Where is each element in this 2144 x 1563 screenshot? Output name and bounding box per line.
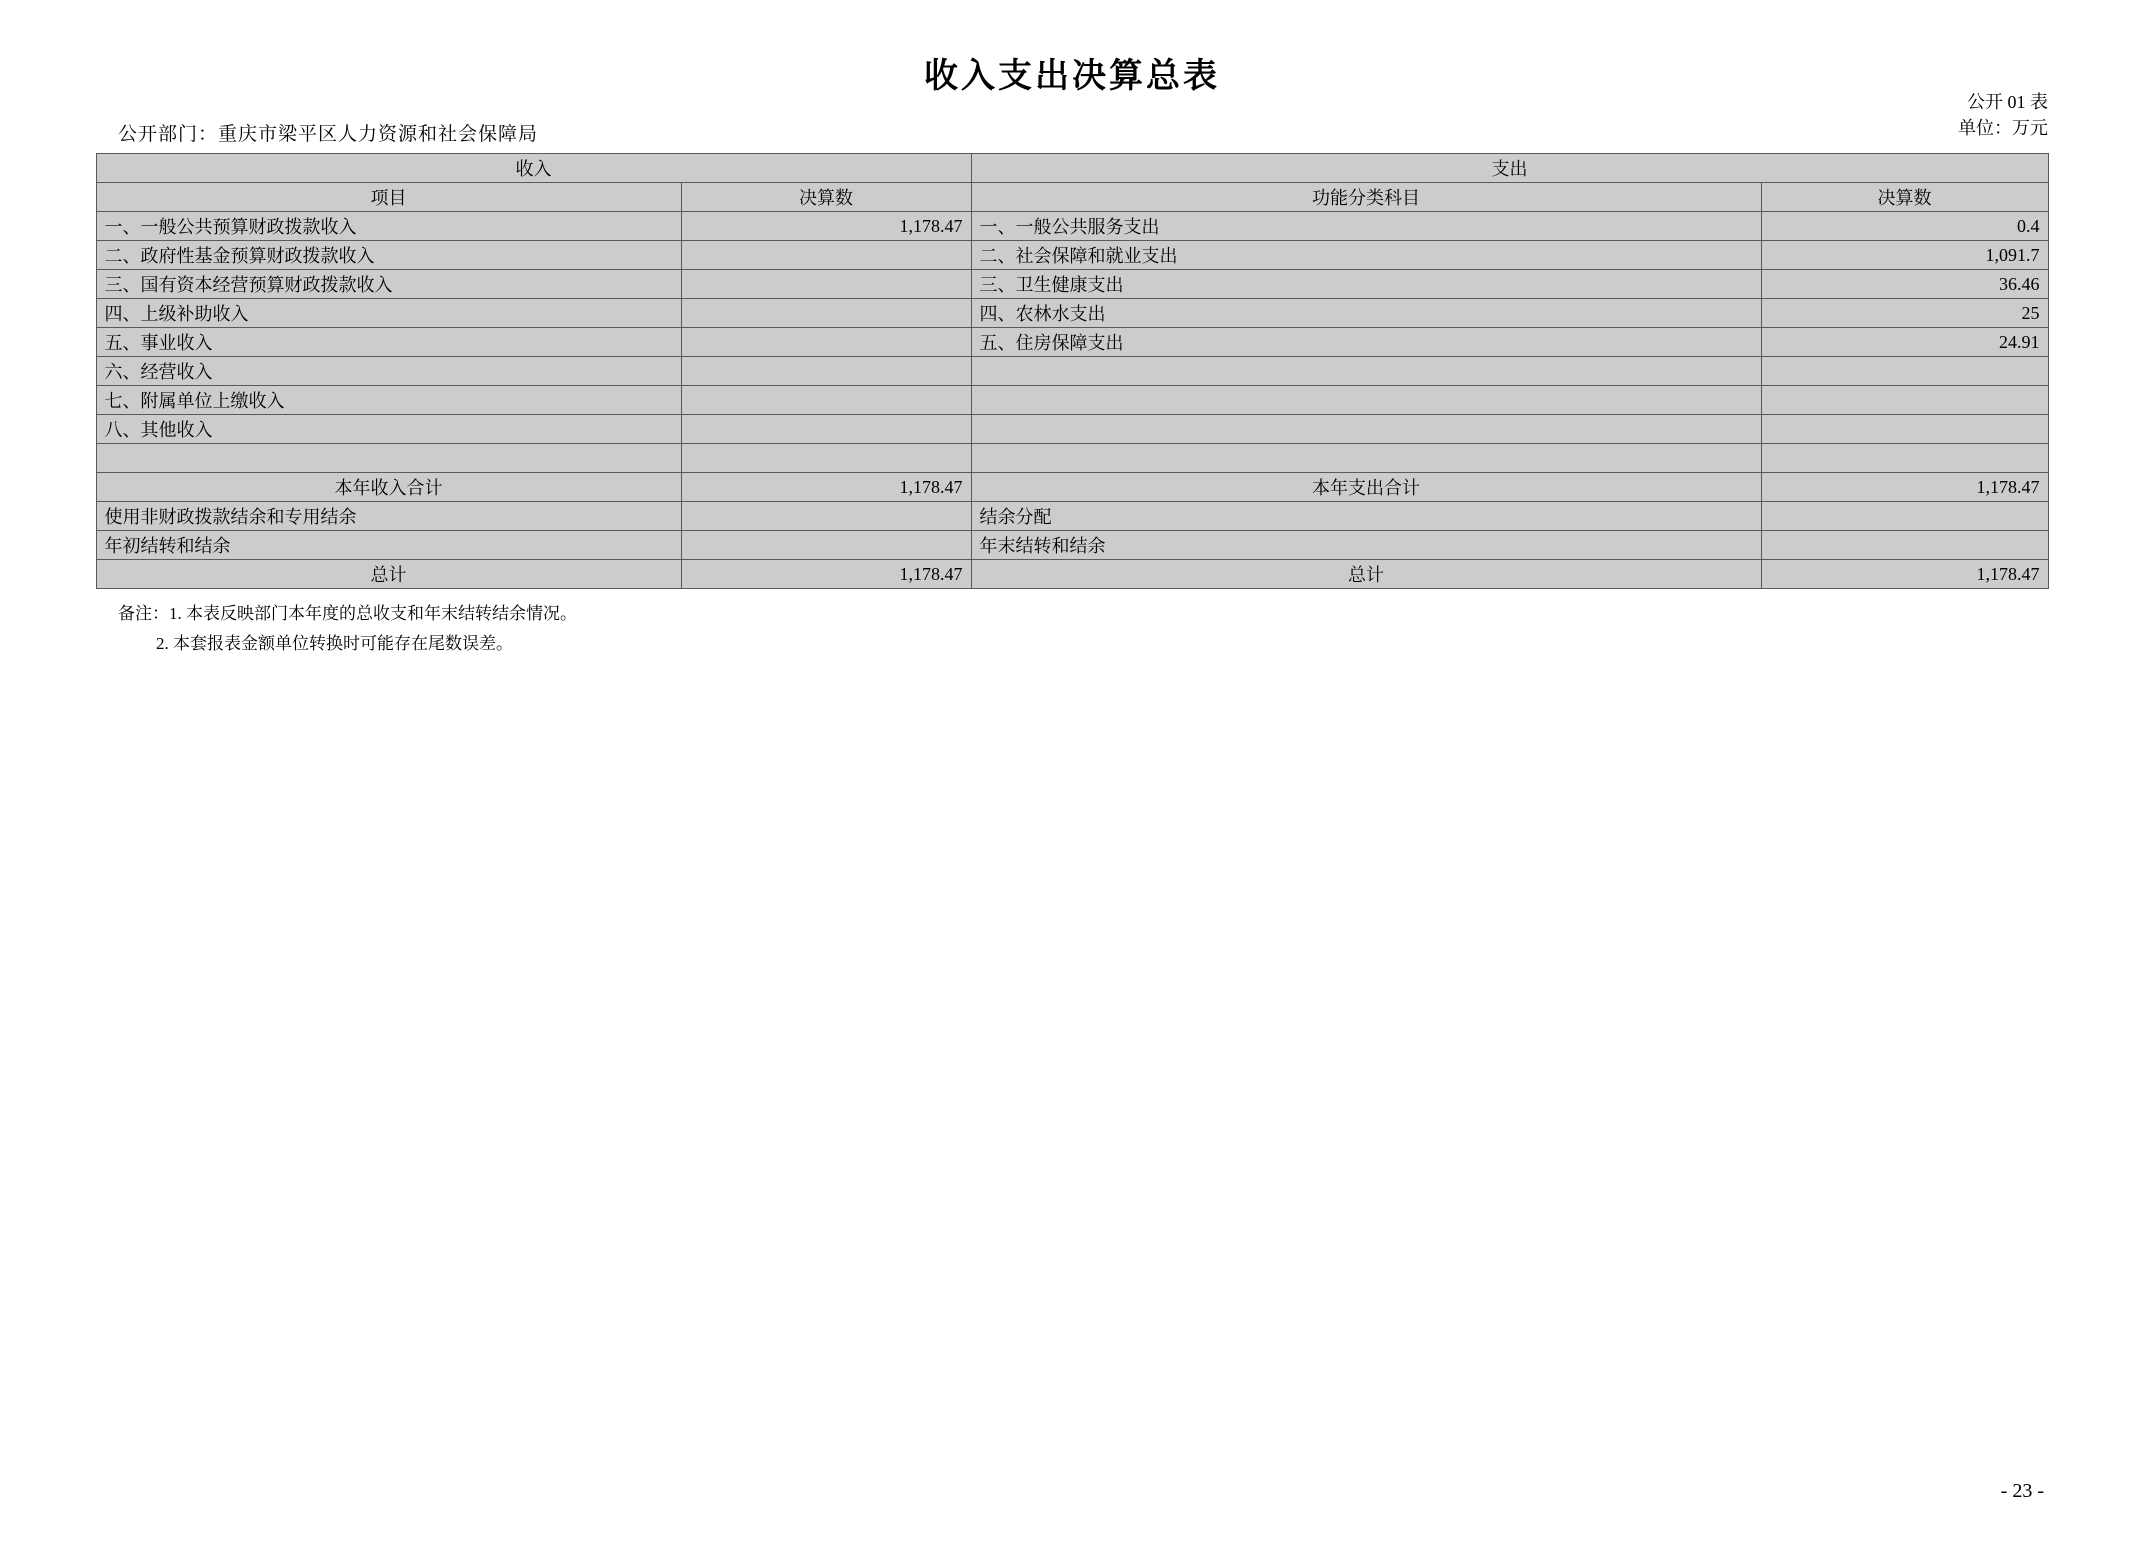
table-row	[96, 357, 2048, 386]
column-header-income-item: 项目	[96, 183, 681, 212]
expense-amount: 36.46	[1761, 270, 2048, 299]
expense-total-label: 总计	[971, 560, 1761, 589]
expense-subtotal-label: 本年支出合计	[971, 473, 1761, 502]
table-row	[96, 415, 2048, 444]
expense-item	[971, 386, 1761, 415]
department-line	[118, 119, 538, 146]
expense-amount: 24.91	[1761, 328, 2048, 357]
expense-amount	[1761, 415, 2048, 444]
income-item: 一、一般公共预算财政拨款收入	[96, 212, 681, 241]
income-subtotal-amount: 1,178.47	[681, 473, 971, 502]
notes-label: 备注：	[118, 604, 169, 623]
income-item: 使用非财政拨款结余和专用结余	[96, 502, 681, 531]
income-amount	[681, 241, 971, 270]
expense-amount: 0.4	[1761, 212, 2048, 241]
income-item: 二、政府性基金预算财政拨款收入	[96, 241, 681, 270]
expense-item: 二、社会保障和就业支出	[971, 241, 1761, 270]
table-row	[96, 270, 2048, 299]
department-name: 重庆市梁平区人力资源和社会保障局	[218, 124, 539, 145]
table-column-header-row	[96, 183, 2048, 212]
expense-item: 四、农林水支出	[971, 299, 1761, 328]
table-subtotal-row	[96, 473, 2048, 502]
expense-amount	[1761, 444, 2048, 473]
expense-amount: 1,091.7	[1761, 241, 2048, 270]
column-header-expense-item: 功能分类科目	[971, 183, 1761, 212]
expense-item	[971, 415, 1761, 444]
notes-block	[96, 599, 2048, 659]
expense-amount: 25	[1761, 299, 2048, 328]
table-section-header-row	[96, 154, 2048, 183]
meta-row	[96, 92, 2048, 153]
income-amount	[681, 386, 971, 415]
table-total-row	[96, 560, 2048, 589]
page-title: 收入支出决算总表	[924, 58, 1220, 95]
expense-total-amount: 1,178.47	[1761, 560, 2048, 589]
department-label: 公开部门：	[118, 124, 219, 145]
income-amount	[681, 270, 971, 299]
table-row	[96, 212, 2048, 241]
table-row	[96, 502, 2048, 531]
notes-line-2: 2. 本套报表金额单位转换时可能存在尾数误差。	[156, 634, 513, 653]
table-row	[96, 386, 2048, 415]
budget-table	[96, 153, 2049, 589]
income-subtotal-label: 本年收入合计	[96, 473, 681, 502]
table-row	[96, 328, 2048, 357]
income-item	[96, 444, 681, 473]
column-header-expense-amount: 决算数	[1761, 183, 2048, 212]
expense-amount	[1761, 386, 2048, 415]
income-amount	[681, 531, 971, 560]
table-row	[96, 444, 2048, 473]
form-meta	[1958, 89, 2048, 141]
income-amount	[681, 502, 971, 531]
income-item: 八、其他收入	[96, 415, 681, 444]
expense-item	[971, 357, 1761, 386]
notes-line-1	[96, 599, 2048, 629]
income-item: 七、附属单位上缴收入	[96, 386, 681, 415]
column-header-income-amount: 决算数	[681, 183, 971, 212]
section-header-income: 收入	[96, 154, 971, 183]
document-page	[0, 48, 2144, 1563]
income-item: 六、经营收入	[96, 357, 681, 386]
form-code: 公开 01 表	[1967, 92, 2048, 112]
expense-item: 结余分配	[971, 502, 1761, 531]
expense-amount	[1761, 531, 2048, 560]
expense-subtotal-amount: 1,178.47	[1761, 473, 2048, 502]
income-item: 五、事业收入	[96, 328, 681, 357]
unit-note: 单位：万元	[1958, 118, 2048, 138]
expense-item: 五、住房保障支出	[971, 328, 1761, 357]
income-amount	[681, 415, 971, 444]
income-amount	[681, 299, 971, 328]
expense-item: 一、一般公共服务支出	[971, 212, 1761, 241]
income-amount	[681, 328, 971, 357]
income-item: 三、国有资本经营预算财政拨款收入	[96, 270, 681, 299]
expense-amount	[1761, 357, 2048, 386]
income-total-amount: 1,178.47	[681, 560, 971, 589]
table-row	[96, 531, 2048, 560]
notes-text-1: 1. 本表反映部门本年度的总收支和年末结转结余情况。	[169, 604, 577, 623]
table-row	[96, 241, 2048, 270]
table-row	[96, 299, 2048, 328]
expense-item	[971, 444, 1761, 473]
income-item: 年初结转和结余	[96, 531, 681, 560]
expense-item: 三、卫生健康支出	[971, 270, 1761, 299]
income-total-label: 总计	[96, 560, 681, 589]
income-item: 四、上级补助收入	[96, 299, 681, 328]
section-header-expenditure: 支出	[971, 154, 2048, 183]
page-number: - 23 -	[2000, 1480, 2044, 1502]
expense-amount	[1761, 502, 2048, 531]
income-amount: 1,178.47	[681, 212, 971, 241]
expense-item: 年末结转和结余	[971, 531, 1761, 560]
income-amount	[681, 444, 971, 473]
income-amount	[681, 357, 971, 386]
